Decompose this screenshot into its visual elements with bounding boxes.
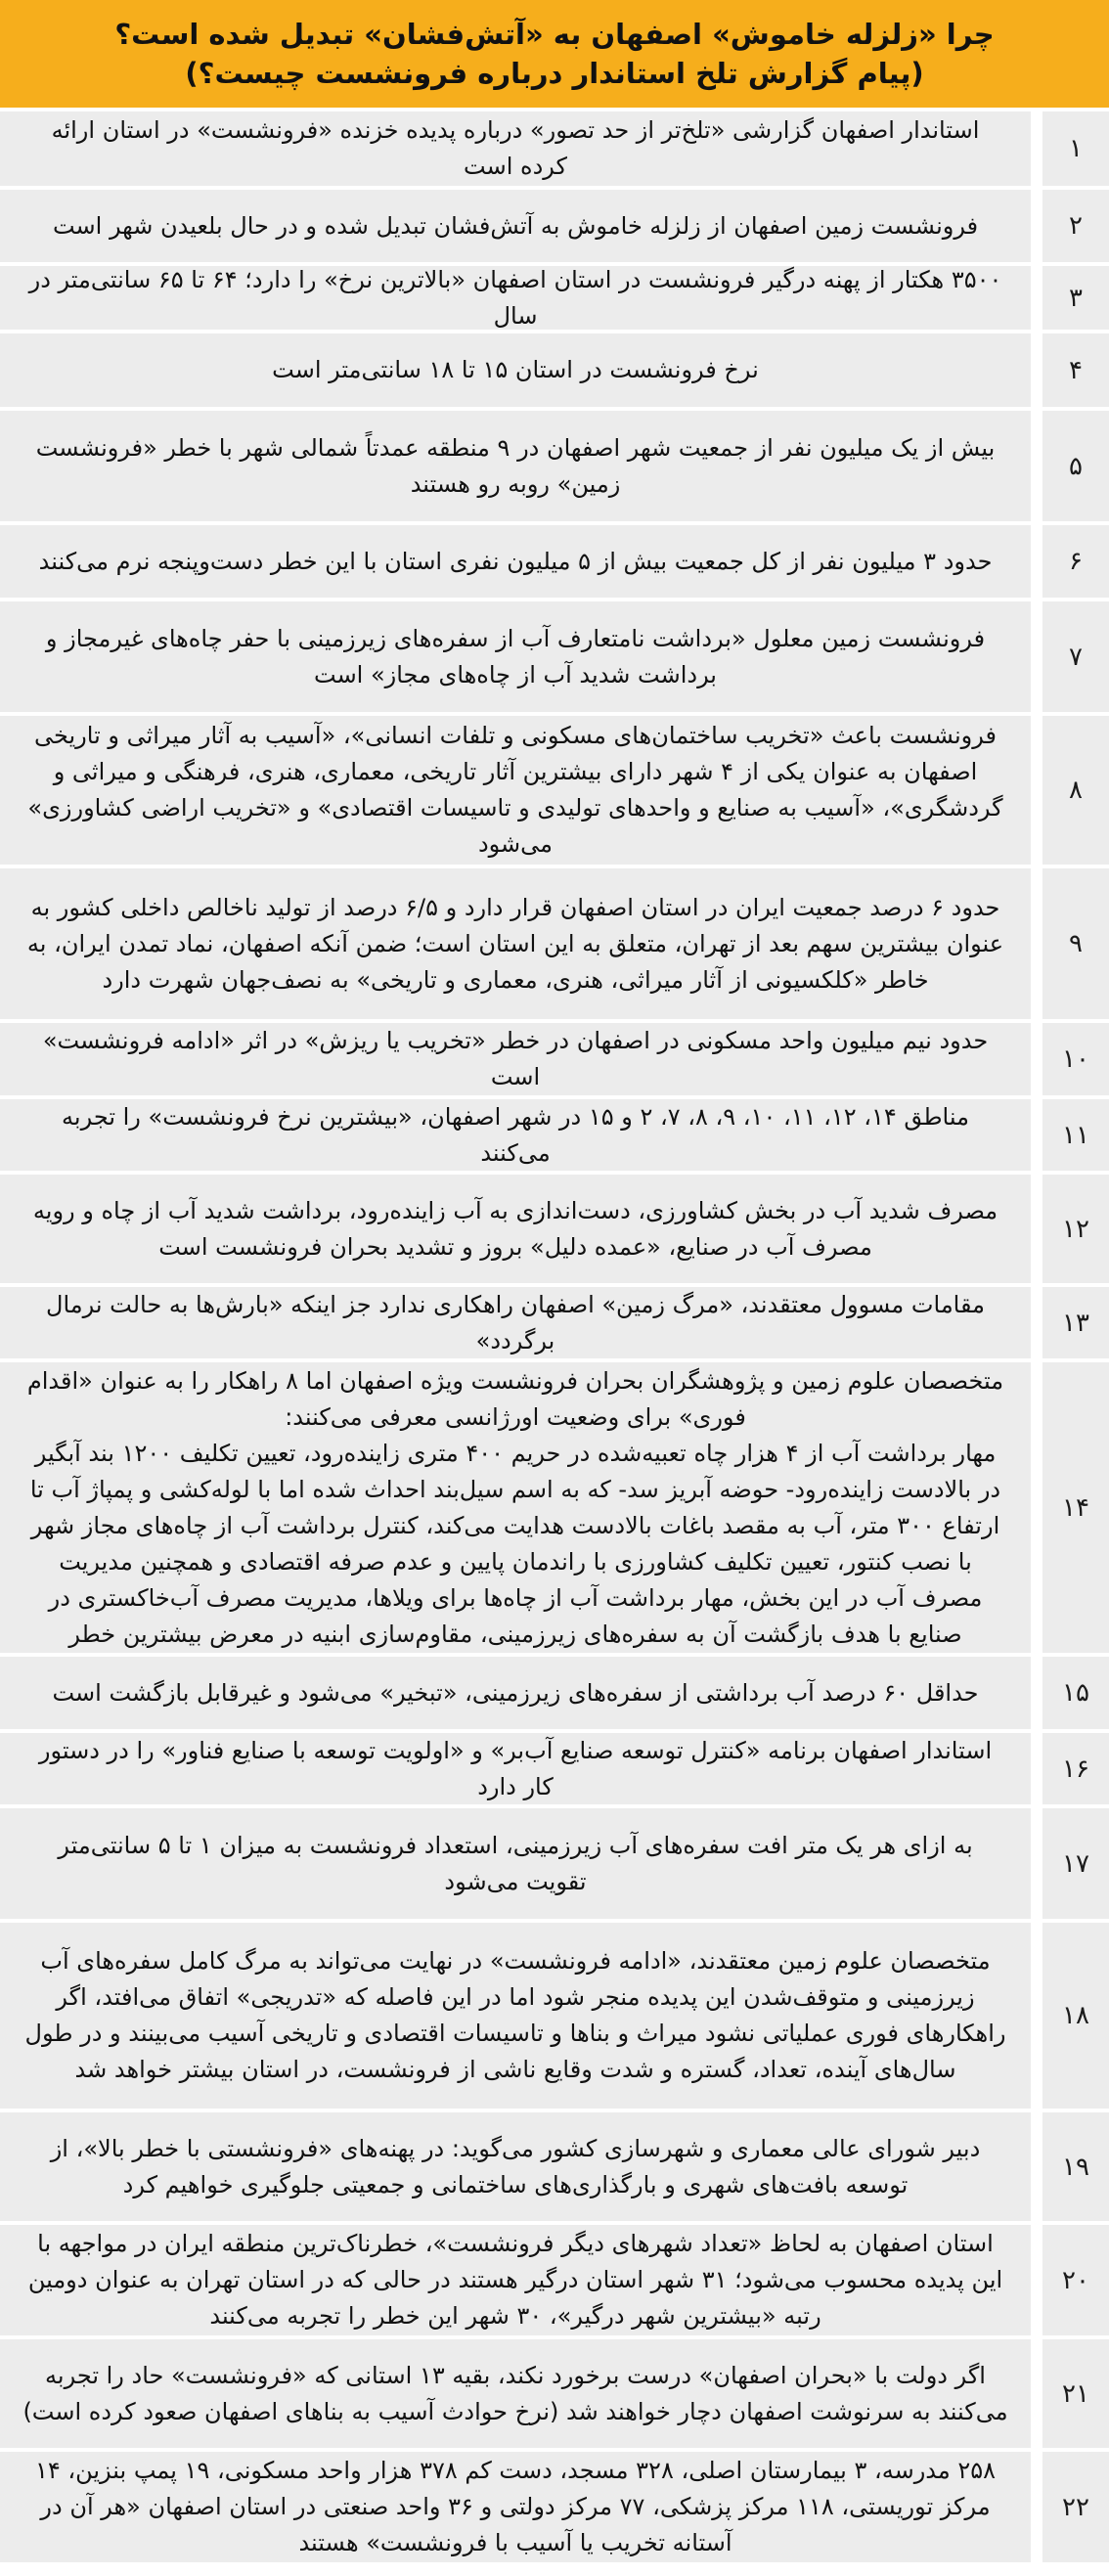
- table-row: [0, 2339, 1109, 2448]
- row-number: ۲: [1042, 190, 1109, 262]
- row-text: فرونشست زمین معلول «برداشت نامتعارف آب از سفره‌های زیرزمینی با حفر چاه‌های غیرمجاز و برداشت شدید آب از چاه‌های مجاز» است: [0, 601, 1031, 712]
- row-text: ۲۵۸ مدرسه، ۳ بیمارستان اصلی، ۳۲۸ مسجد، دست کم ۳۷۸ هزار واحد مسکونی، ۱۹ پمپ بنزین، ۱۴ مرکز توریستی، ۱۱۸ مرکز پزشکی، ۷۷ مرکز دولتی و ۳۶ واحد صنعتی در استان اصفهان «هر آن در آستانه تخریب یا آسیب با فرونشست» هستند: [0, 2452, 1031, 2562]
- row-number: ۱: [1042, 111, 1109, 186]
- row-text: مصرف شدید آب در بخش کشاورزی، دست‌اندازی به آب زاینده‌رود، برداشت شدید آب از چاه و رویه مصرف آب در صنایع، «عمده دلیل» بروز و تشدید بحران فرونشست است: [0, 1175, 1031, 1283]
- row-number: ۱۷: [1042, 1808, 1109, 1919]
- row-number: ۱۰: [1042, 1023, 1109, 1095]
- row-number: ۶: [1042, 525, 1109, 598]
- row-text: فرونشست باعث «تخریب ساختمان‌های مسکونی و تلفات انسانی»، «آسیب به آثار میراثی و تاریخی اصفهان به عنوان یکی از ۴ شهر دارای بیشترین آثار تاریخی، معماری، هنری، فرهنگی و میراثی و گردشگری»، «آسیب به صنایع و واحدهای تولیدی و تاسیسات اقتصادی» و «تخریب اراضی کشاورزی» می‌شود: [0, 716, 1031, 865]
- row-number: ۵: [1042, 411, 1109, 521]
- table-row: [0, 2225, 1109, 2335]
- row-text: متخصصان علوم زمین و پژوهشگران بحران فرونشست ویژه اصفهان اما ۸ راهکار را به عنوان «اقدام فوری» برای وضعیت اورژانسی معرفی می‌کنند:: [26, 1366, 1004, 1431]
- table-row: [0, 411, 1109, 521]
- row-number: ۱۱: [1042, 1099, 1109, 1171]
- table-row: [0, 1287, 1109, 1358]
- row-text: حدود ۳ میلیون نفر از کل جمعیت بیش از ۵ میلیون نفری استان با این خطر دست‌وپنجه نرم می‌کنند: [0, 525, 1031, 598]
- table-row: [0, 1808, 1109, 1919]
- row-number: ۱۵: [1042, 1657, 1109, 1729]
- table-row: [0, 1657, 1109, 1729]
- table-row: [0, 1733, 1109, 1804]
- row-text: مقامات مسوول معتقدند، «مرگ زمین» اصفهان راهکاری ندارد جز اینکه «بارش‌ها به حالت نرمال برگردد»: [0, 1287, 1031, 1358]
- row-text-block: [0, 1362, 1031, 1653]
- header-title-line2: (پیام گزارش تلخ استاندار درباره فرونشست چیست؟): [185, 57, 924, 90]
- row-text: متخصصان علوم زمین معتقدند، «ادامه فرونشست» در نهایت می‌تواند به مرگ کامل سفره‌های آب زیرزمینی و متوقف‌شدن این پدیده منجر شود اما در این فاصله که «تدریجی» اتفاق می‌افتد، اگر راهکارهای فوری عملیاتی نشود میراث و بناها و تاسیسات اقتصادی و تاریخی آسیب می‌بینند و در طول سال‌های آینده، تعداد، گستره و شدت وقایع ناشی از فرونشست، در استان بیشتر خواهد شد: [0, 1923, 1031, 2109]
- table-row: [0, 1923, 1109, 2109]
- row-text: فرونشست زمین اصفهان از زلزله خاموش به آتش‌فشان تبدیل شده و در حال بلعیدن شهر است: [0, 190, 1031, 262]
- row-number: ۱۸: [1042, 1923, 1109, 2109]
- table-row: [0, 266, 1109, 330]
- row-number: ۷: [1042, 601, 1109, 712]
- table-row: [0, 1175, 1109, 1283]
- row-text: حدود نیم میلیون واحد مسکونی در اصفهان در خطر «تخریب یا ریزش» در اثر «ادامه فرونشست» است: [0, 1023, 1031, 1095]
- row-number: ۱۴: [1042, 1362, 1109, 1653]
- header-title-line1: چرا «زلزله خاموش» اصفهان به «آتش‌فشان» تبدیل شده است؟: [114, 18, 995, 51]
- row-number: ۱۲: [1042, 1175, 1109, 1283]
- row-text: اگر دولت با «بحران اصفهان» درست برخورد نکند، بقیه ۱۳ استانی که «فرونشست» حاد را تجربه می‌کنند به سرنوشت اصفهان دچار خواهند شد (نرخ حوادث آسیب به بناهای اصفهان صعود کرده است): [0, 2339, 1031, 2448]
- row-text: بیش از یک میلیون نفر از جمعیت شهر اصفهان در ۹ منطقه عمدتاً شمالی شهر با خطر «فرونشست زمین» روبه رو هستند: [0, 411, 1031, 521]
- page-header: [0, 0, 1109, 108]
- table-row: [0, 1099, 1109, 1171]
- row-text: ۳۵۰۰ هکتار از پهنه درگیر فرونشست در استان اصفهان «بالاترین نرخ» را دارد؛ ۶۴ تا ۶۵ سانتی‌متر در سال: [0, 266, 1031, 330]
- row-number: ۹: [1042, 868, 1109, 1019]
- row-number: ۲۱: [1042, 2339, 1109, 2448]
- row-text: حداقل ۶۰ درصد آب برداشتی از سفره‌های زیرزمینی، «تبخیر» می‌شود و غیرقابل بازگشت است: [0, 1657, 1031, 1729]
- row-text-detail: مهار برداشت آب از ۴ هزار چاه تعبیه‌شده در حریم ۴۰۰ متری زاینده‌رود، تعیین تکلیف ۱۲۰۰ بند آبگیر در بالادست زاینده‌رود- حوضه آبریز سد- که به اسم سیل‌بند احداث شده اما با لوله‌کشی و پمپاژ آب تا ارتفاع ۳۰۰ متر، آب به مقصد باغات بالادست هدایت می‌کند، کنترل برداشت آب از چاه‌های مجاز شهر با نصب کنتور، تعیین تکلیف کشاورزی با راندمان پایین و عدم صرفه اقتصادی و همچنین مدیریت مصرف آب در این بخش، مهار برداشت آب از چاه‌ها برای ویلاها، مدیریت مصرف آب‌خاکستری در صنایع با هدف بازگشت آن به سفره‌های زیرزمینی، مقاوم‌سازی ابنیه در معرض بیشترین خطر: [29, 1439, 1001, 1648]
- row-number: ۲۲: [1042, 2452, 1109, 2562]
- row-text: استاندار اصفهان برنامه «کنترل توسعه صنایع آب‌بر» و «اولویت توسعه با صنایع فناور» را در دستور کار دارد: [0, 1733, 1031, 1804]
- row-text: استاندار اصفهان گزارشی «تلخ‌تر از حد تصور» درباره پدیده خزنده «فرونشست» در استان ارائه کرده است: [0, 111, 1031, 186]
- table-row: [0, 2112, 1109, 2221]
- row-text: مناطق ۱۴، ۱۲، ۱۱، ۱۰، ۹، ۸، ۷، ۲ و ۱۵ در شهر اصفهان، «بیشترین نرخ فرونشست» را تجربه می‌کنند: [0, 1099, 1031, 1171]
- row-text: نرخ فرونشست در استان ۱۵ تا ۱۸ سانتی‌متر است: [0, 333, 1031, 407]
- table-row: [0, 868, 1109, 1019]
- table-row: [0, 716, 1109, 865]
- table-row: [0, 525, 1109, 598]
- row-number: ۴: [1042, 333, 1109, 407]
- table-row: [0, 190, 1109, 262]
- row-text: استان اصفهان به لحاظ «تعداد شهرهای دیگر فرونشست»، خطرناک‌ترین منطقه ایران در مواجهه با این پدیده محسوب می‌شود؛ ۳۱ شهر استان درگیر هستند در حالی که در استان تهران به عنوان دومین رتبه «بیشترین شهر درگیر»، ۳۰ شهر این خطر را تجربه می‌کنند: [0, 2225, 1031, 2335]
- row-number: ۱۹: [1042, 2112, 1109, 2221]
- row-number: ۱۶: [1042, 1733, 1109, 1804]
- row-number: ۱۳: [1042, 1287, 1109, 1358]
- table-row: [0, 111, 1109, 186]
- table-row: [0, 1023, 1109, 1095]
- row-number: ۲۰: [1042, 2225, 1109, 2335]
- table-row: [0, 333, 1109, 407]
- row-number: ۸: [1042, 716, 1109, 865]
- table-row: [0, 1362, 1109, 1653]
- table-row: [0, 2452, 1109, 2562]
- row-number: ۳: [1042, 266, 1109, 330]
- table-row: [0, 601, 1109, 712]
- row-text: حدود ۶ درصد جمعیت ایران در استان اصفهان قرار دارد و ۶/۵ درصد از تولید ناخالص داخلی کشور به عنوان بیشترین سهم بعد از تهران، متعلق به این استان است؛ ضمن آنکه اصفهان، نماد تمدن ایران، به خاطر «کلکسیونی از آثار میراثی، هنری، معماری و تاریخی» به نصف‌جهان شهرت دارد: [0, 868, 1031, 1019]
- row-text: دبیر شورای عالی معماری و شهرسازی کشور می‌گوید: در پهنه‌های «فرونشستی با خطر بالا»، از توسعه بافت‌های شهری و بارگذاری‌های ساختمانی و جمعیتی جلوگیری خواهیم کرد: [0, 2112, 1031, 2221]
- row-text: به ازای هر یک متر افت سفره‌های آب زیرزمینی، استعداد فرونشست به میزان ۱ تا ۵ سانتی‌متر تقویت می‌شود: [0, 1808, 1031, 1919]
